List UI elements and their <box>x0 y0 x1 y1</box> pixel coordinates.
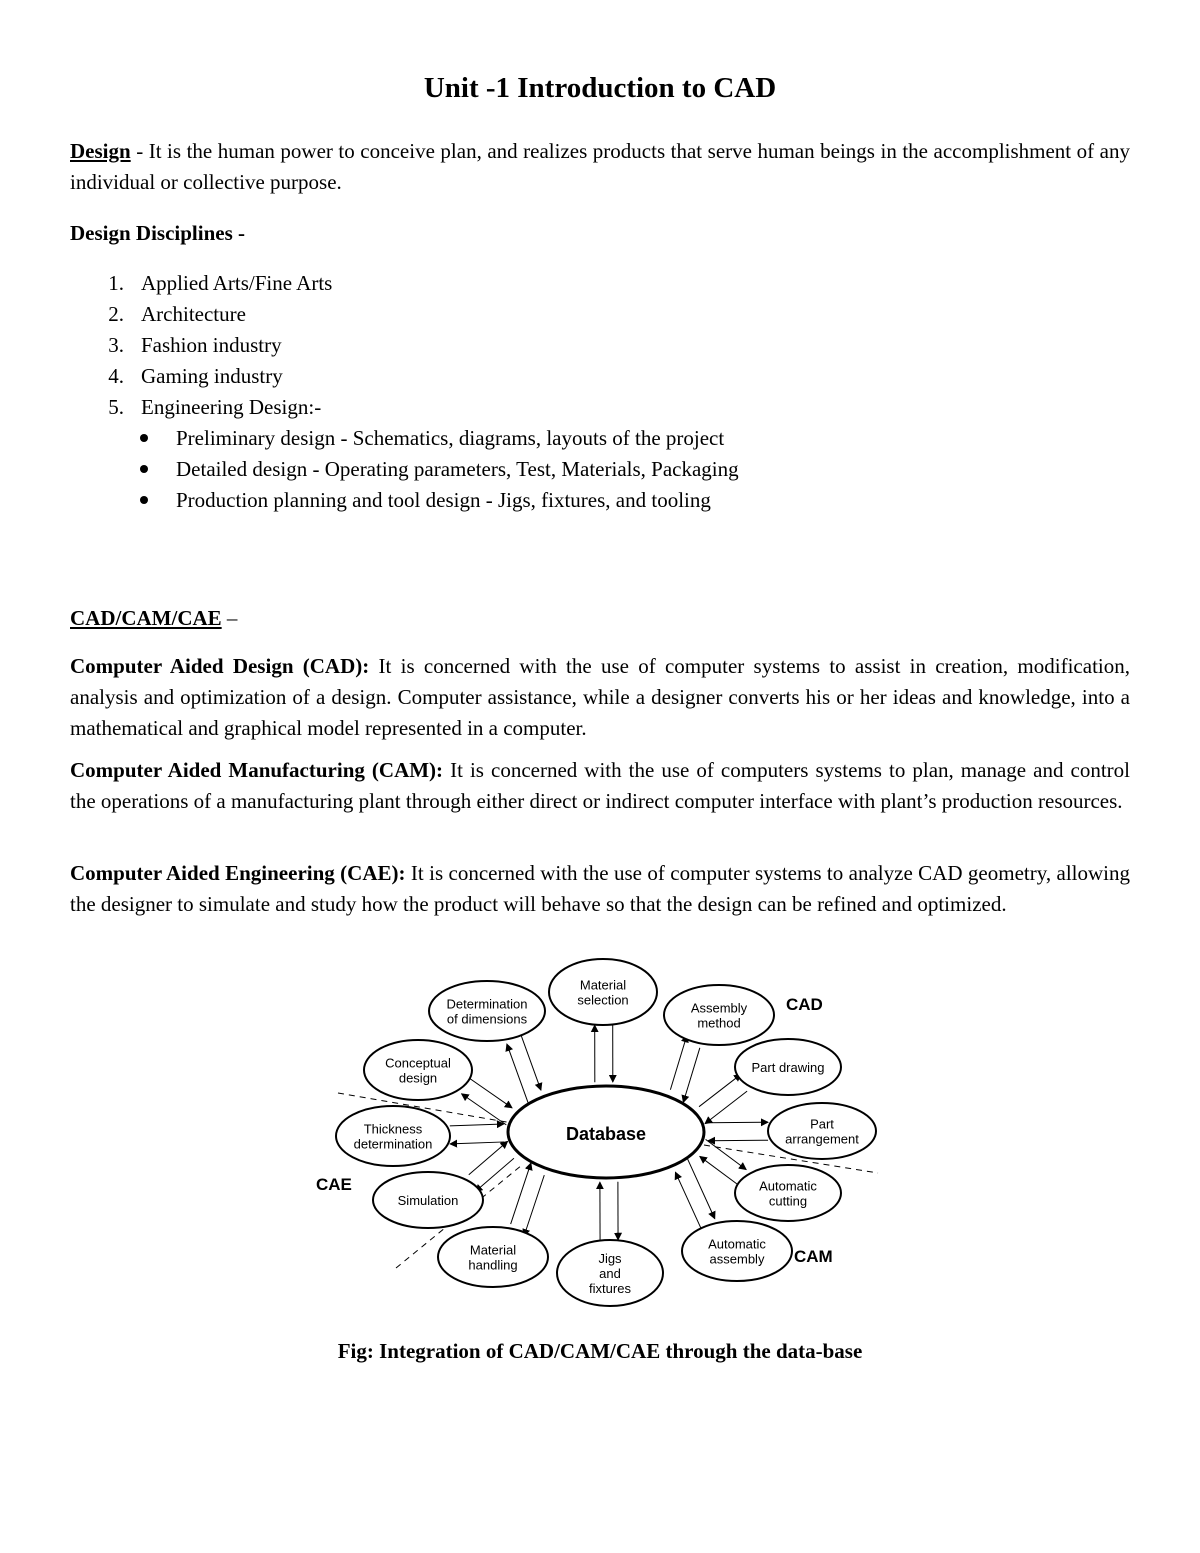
arrow-from-database <box>699 1074 741 1107</box>
cam-text: It is concerned with the use of computers systems to plan, manage and control the operations of a manufacturing plant through either direct or indirect computer interface with plant’s production resources. <box>70 758 1130 813</box>
list-item: 3. Fashion industry <box>108 333 282 357</box>
arrow-to-database <box>705 1091 747 1124</box>
diagram-node <box>768 1103 876 1159</box>
arrow-to-database <box>469 1141 508 1174</box>
node-label: design <box>398 1070 438 1086</box>
figure-caption: Fig: Integration of CAD/CAM/CAE through the data-base <box>337 1339 863 1363</box>
cadcam-dash: – <box>221 606 238 630</box>
database-label: Database <box>565 1124 647 1144</box>
bullet-icon <box>140 434 148 442</box>
design-definition <box>70 136 1130 198</box>
node-label: arrangement <box>785 1131 859 1147</box>
arrow-to-database <box>450 1124 504 1126</box>
node-label: and <box>599 1266 621 1281</box>
arrow-from-database <box>507 1044 528 1103</box>
diagram-node <box>336 1106 450 1166</box>
arrow-to-database <box>683 1048 700 1102</box>
arrow-from-database <box>708 1122 768 1123</box>
design-term: Design <box>70 139 131 163</box>
arrow-to-database <box>511 1163 531 1224</box>
node-label: Determination <box>446 996 528 1012</box>
node-label: Simulation <box>397 1193 459 1208</box>
cam-term: Computer Aided Manufacturing (CAM): <box>70 758 444 782</box>
cae-term: Computer Aided Engineering (CAE): <box>70 861 406 885</box>
cae-definition <box>70 858 1130 920</box>
diagram-node <box>664 985 774 1045</box>
diagram-node <box>373 1172 483 1228</box>
cam-definition <box>70 755 1130 817</box>
node-label: Material <box>579 977 627 993</box>
disciplines-heading: Design Disciplines - <box>70 221 246 245</box>
node-label: selection <box>577 992 629 1008</box>
list-item: 2. Architecture <box>108 302 246 326</box>
cam-label: CAM <box>794 1247 833 1266</box>
cae-label: CAE <box>316 1175 352 1194</box>
arrow-from-database <box>524 1175 544 1236</box>
cad-term: Computer Aided Design (CAD): <box>70 654 370 678</box>
node-label: handling <box>468 1257 518 1273</box>
node-label: Material <box>469 1242 517 1258</box>
arrow-from-database <box>450 1142 504 1144</box>
diagram-node <box>735 1165 841 1221</box>
arrow-to-database <box>520 1031 541 1090</box>
diagram-node <box>557 1240 663 1306</box>
node-label: Assembly <box>690 1000 748 1016</box>
diagram-node <box>429 981 545 1041</box>
node-label: Thickness <box>363 1121 423 1137</box>
cadcam-heading-line <box>70 603 1130 634</box>
node-label: Part drawing <box>751 1060 825 1075</box>
arrow-to-database <box>708 1140 768 1141</box>
sub-list-item: Preliminary design - Schematics, diagrams, layouts of the project <box>70 423 1130 454</box>
arrow-to-database <box>467 1077 512 1108</box>
diagram-node <box>438 1227 548 1287</box>
page-title: Unit -1 Introduction to CAD <box>423 72 777 104</box>
node-label: Conceptual <box>385 1055 451 1071</box>
diagram-node <box>549 959 657 1025</box>
cad-definition <box>70 651 1130 744</box>
integration-diagram <box>300 955 890 1310</box>
arrow-from-database <box>462 1094 507 1125</box>
diagram-node <box>682 1221 792 1281</box>
arrow-from-database <box>670 1035 687 1089</box>
design-text: - It is the human power to conceive plan, and realizes products that serve human beings in the accomplishment of any individual or collective purpose. <box>70 139 1130 194</box>
node-label: of dimensions <box>446 1011 528 1027</box>
cae-text: It is concerned with the use of computer systems to analyze CAD geometry, allowing the designer to simulate and study how the product will behave so that the design can be refined and optimized. <box>70 861 1130 916</box>
sub-list-item: Detailed design - Operating parameters, Test, Materials, Packaging <box>70 454 1130 485</box>
list-item: 1. Applied Arts/Fine Arts <box>108 271 333 295</box>
list-item: 5. Engineering Design:- <box>108 395 322 419</box>
bullet-icon <box>140 465 148 473</box>
bullet-icon <box>140 496 148 504</box>
node-label: assembly <box>709 1251 765 1267</box>
list-item: 4. Gaming industry <box>108 364 283 388</box>
diagram-node <box>364 1040 472 1100</box>
arrow-from-database <box>475 1158 514 1191</box>
node-label: Part <box>810 1116 834 1132</box>
diagram-node <box>735 1039 841 1095</box>
node-label: fixtures <box>589 1281 631 1296</box>
node-label: Jigs <box>598 1251 622 1266</box>
cad-text: It is concerned with the use of computer systems to assist in creation, modification, analysis and optimization of a design. Computer assistance, while a designer converts his or her ideas and knowledge, into a mathematical and graphical model represented in a computer. <box>70 654 1130 740</box>
node-label: method <box>697 1015 741 1031</box>
disciplines-list <box>70 268 1130 516</box>
node-label: Automatic <box>759 1178 817 1194</box>
node-label: cutting <box>768 1193 808 1209</box>
arrow-from-database <box>688 1159 715 1219</box>
node-label: determination <box>353 1136 433 1152</box>
cadcam-heading: CAD/CAM/CAE <box>70 606 222 630</box>
cad-label: CAD <box>786 995 823 1014</box>
sub-list-item: Production planning and tool design - Jigs, fixtures, and tooling <box>70 485 1130 516</box>
arrow-to-database <box>675 1172 702 1232</box>
node-label: Automatic <box>708 1236 766 1252</box>
